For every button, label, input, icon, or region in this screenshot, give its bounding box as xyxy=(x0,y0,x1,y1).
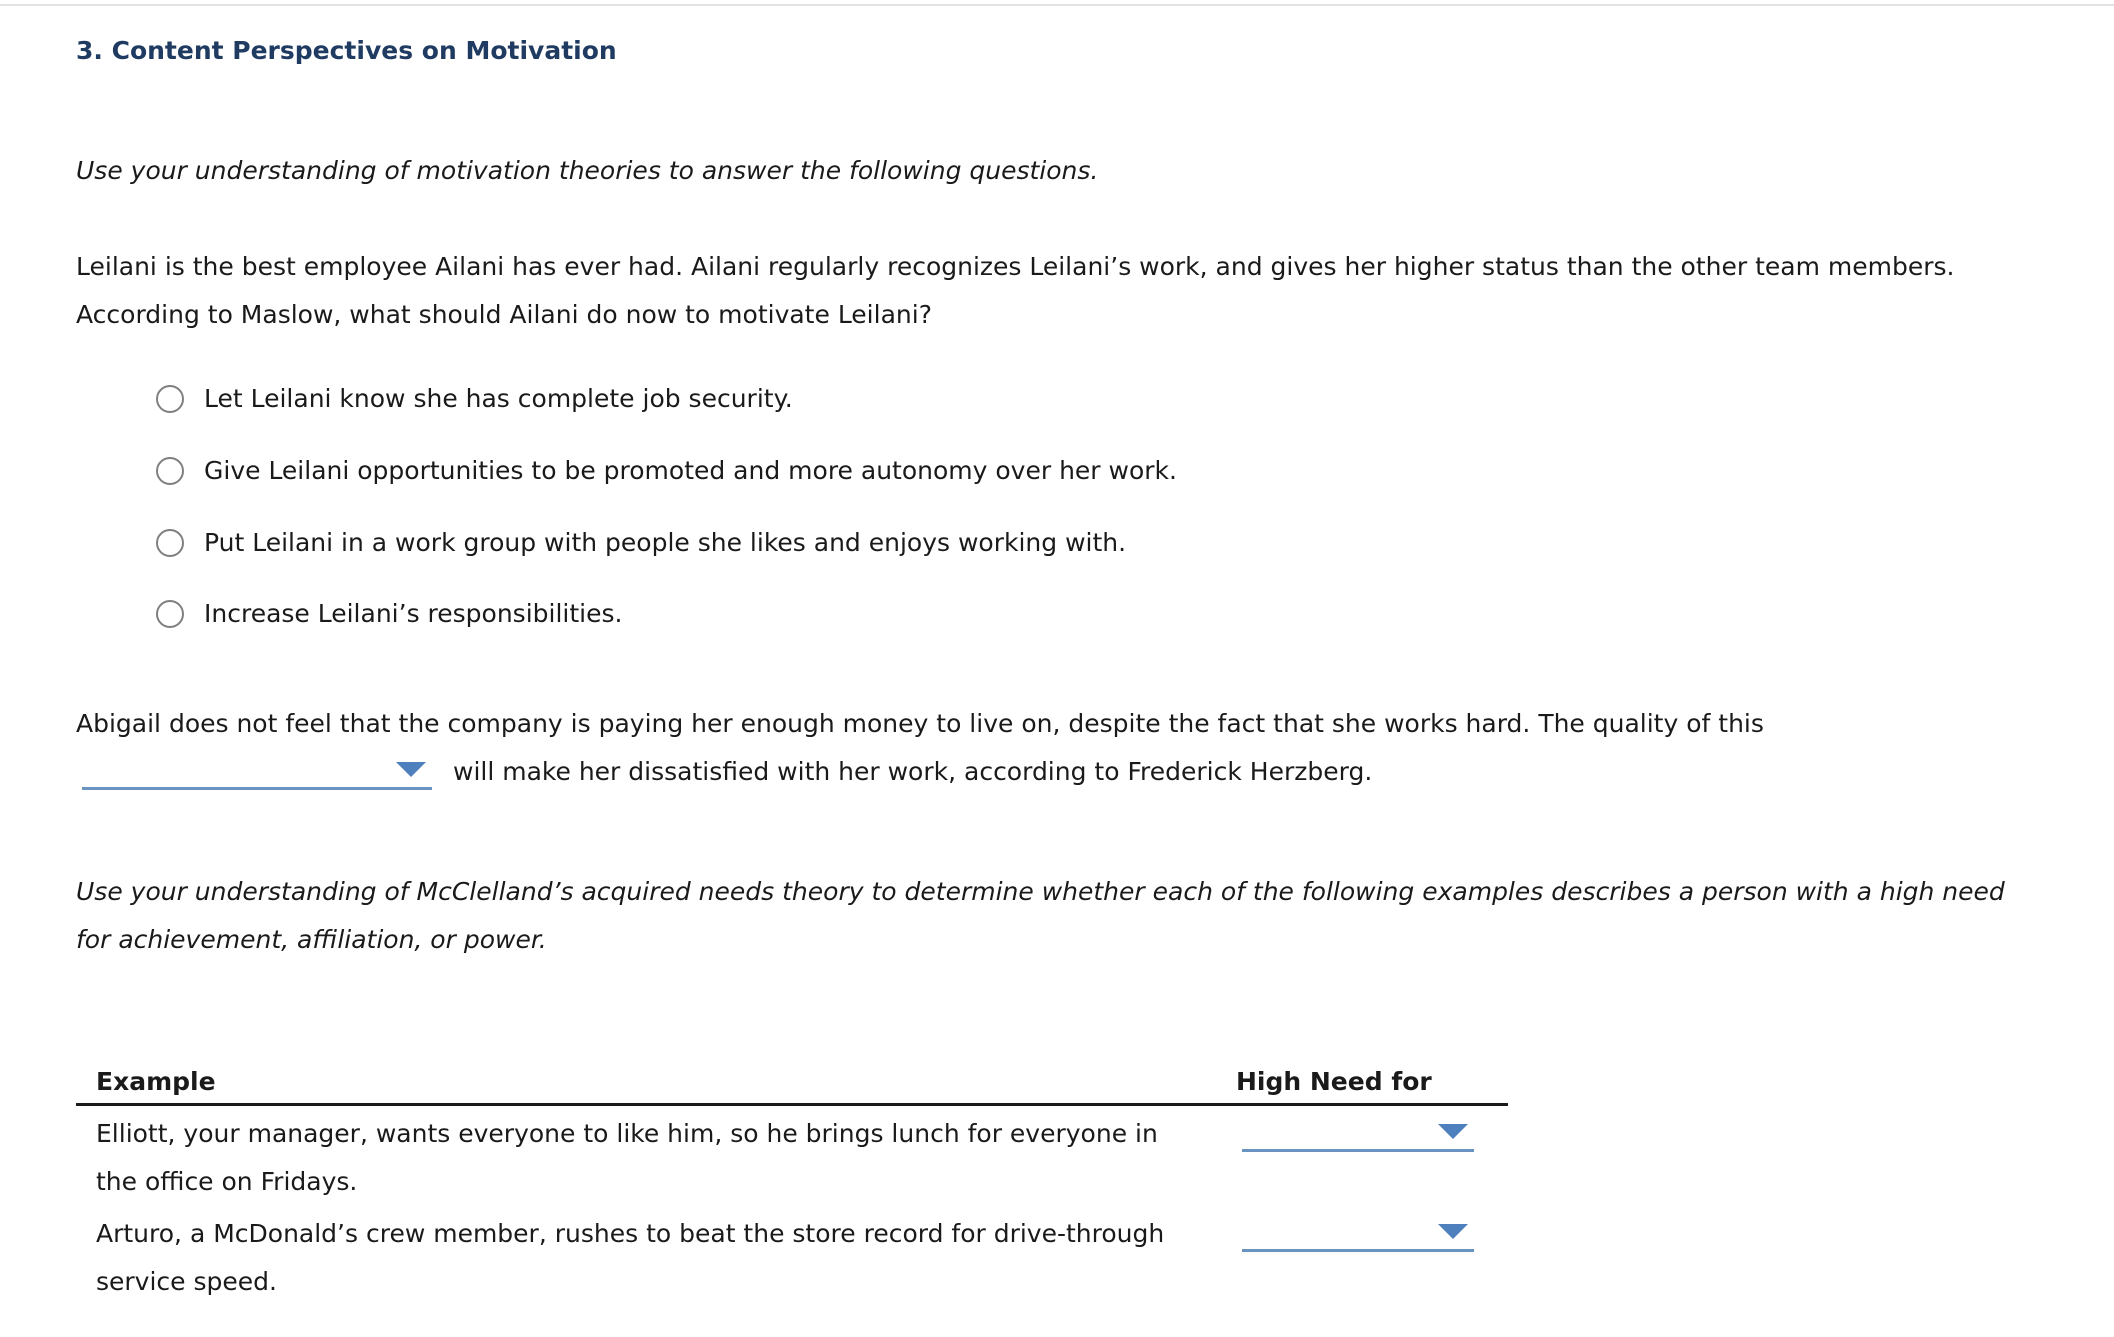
option-label: Give Leilani opportunities to be promoted and more autonomy over her work. xyxy=(204,456,1177,485)
option-label: Let Leilani know she has complete job security. xyxy=(204,384,793,413)
intro-text: Use your understanding of motivation theories to answer the following questions. xyxy=(76,156,1099,185)
question1-option-4[interactable] xyxy=(156,596,622,632)
radio-unchecked-icon[interactable] xyxy=(156,600,184,628)
table-row-example: Elliott, your manager, wants everyone to like him, so he brings lunch for everyone in the office on Fridays. xyxy=(96,1119,1158,1196)
caret-down-icon xyxy=(1438,1224,1468,1239)
radio-unchecked-icon[interactable] xyxy=(156,385,184,413)
radio-unchecked-icon[interactable] xyxy=(156,457,184,485)
top-divider xyxy=(0,0,2114,6)
question2-dropdown[interactable] xyxy=(82,752,432,790)
row2-need-dropdown[interactable] xyxy=(1242,1214,1474,1252)
question2-text-after: will make her dissatisfied with her work, according to Frederick Herzberg. xyxy=(453,757,1373,786)
question1-prompt: Leilani is the best employee Ailani has ever had. Ailani regularly recognizes Leilani’s work, and gives her higher status than the other team members. According to Maslow, what should Ailani do now to motivate Leilani? xyxy=(76,252,1955,329)
caret-down-icon xyxy=(1438,1124,1468,1139)
question2-text-before: Abigail does not feel that the company is paying her enough money to live on, despite the fact that she works hard. The quality of this xyxy=(76,709,1764,738)
question3-instructions: Use your understanding of McClelland’s acquired needs theory to determine whether each of the following examples describes a person with a high need for achievement, affiliation, or power. xyxy=(76,877,2005,954)
section-title: 3. Content Perspectives on Motivation xyxy=(76,36,617,65)
question1-option-1[interactable] xyxy=(156,381,793,417)
table-row-example: Arturo, a McDonald’s crew member, rushes to beat the store record for drive-through service speed. xyxy=(96,1219,1165,1296)
option-label: Increase Leilani’s responsibilities. xyxy=(204,599,623,628)
question1-option-2[interactable] xyxy=(156,453,1177,489)
table-header xyxy=(76,1064,1508,1106)
row1-need-dropdown[interactable] xyxy=(1242,1114,1474,1152)
caret-down-icon xyxy=(396,762,426,777)
column-header-high-need-for: High Need for xyxy=(1236,1067,1432,1096)
question1-option-3[interactable] xyxy=(156,525,1126,561)
option-label: Put Leilani in a work group with people she likes and enjoys working with. xyxy=(204,528,1127,557)
column-header-example: Example xyxy=(96,1067,216,1096)
radio-unchecked-icon[interactable] xyxy=(156,529,184,557)
